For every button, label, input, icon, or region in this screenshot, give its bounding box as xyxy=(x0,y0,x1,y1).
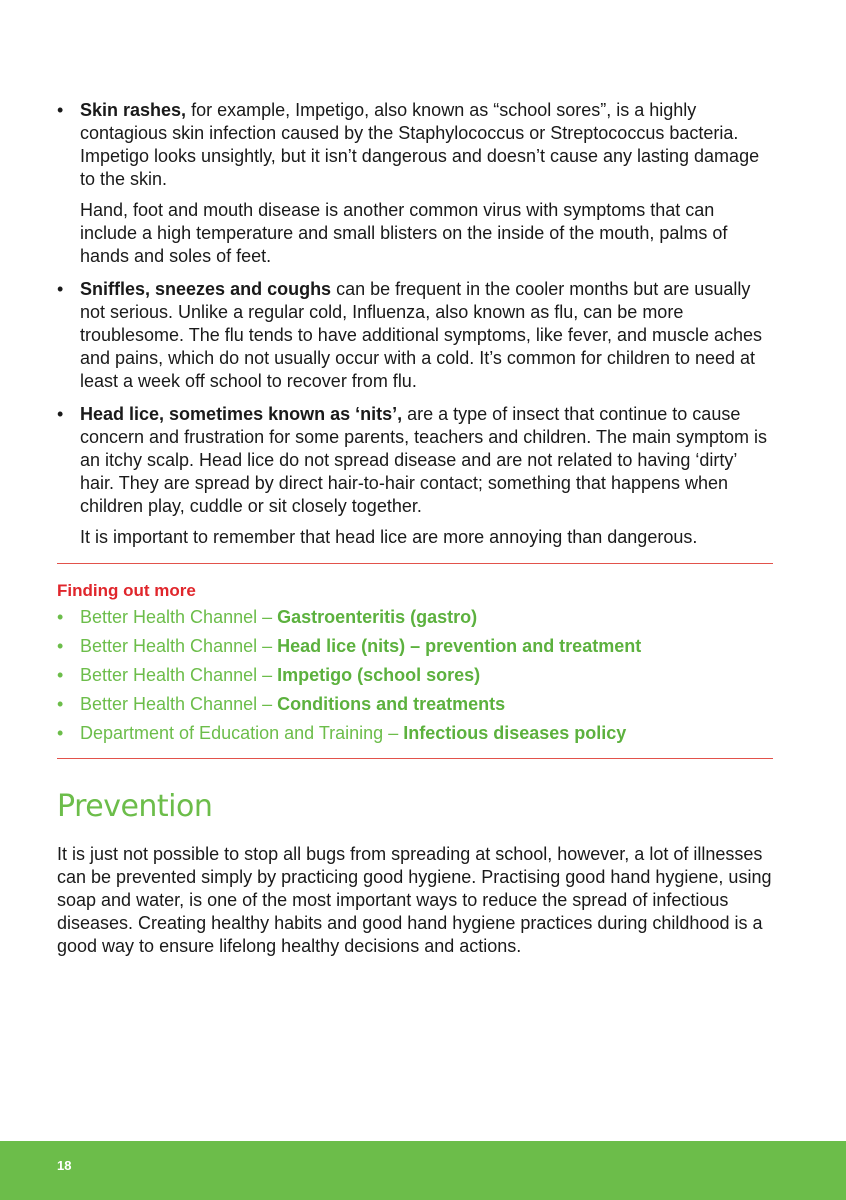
paragraph-text: It is important to remember that head lice are more annoying than dangerous. xyxy=(80,527,698,547)
link-title[interactable]: Gastroenteritis (gastro) xyxy=(277,607,478,627)
bold-lead: Skin rashes, xyxy=(80,100,187,120)
link-title[interactable]: Conditions and treatments xyxy=(277,694,506,714)
resource-link-gastro[interactable] xyxy=(57,606,773,629)
finding-out-more-box xyxy=(57,580,773,745)
link-title[interactable]: Infectious diseases policy xyxy=(403,723,627,743)
resource-links xyxy=(57,606,773,745)
bullet-icon: • xyxy=(57,665,64,685)
page-footer xyxy=(0,1141,846,1200)
paragraph xyxy=(80,99,773,191)
paragraph-text: for example, Impetigo, also known as “school sores”, is a highly contagious skin infection caused by the Staphylococcus or Streptococcus bacteria. Impetigo looks unsightly, but it isn’t dangerous and doesn’t cause any lasting damage to the skin. xyxy=(80,100,760,189)
illness-list xyxy=(57,99,773,549)
bullet-icon: • xyxy=(57,404,64,424)
link-source: Better Health Channel – xyxy=(80,607,278,627)
paragraph-text: can be frequent in the cooler months but are usually not serious. Unlike a regular cold, Influenza, also known as flu, can be more troublesome. The flu tends to have additional symptoms, like fever, and muscle aches and pains, which do not usually occur with a cold. It’s common for children to need at least a week off school to recover from flu. xyxy=(80,279,763,391)
link-source: Department of Education and Training – xyxy=(80,723,404,743)
link-title[interactable]: Impetigo (school sores) xyxy=(277,665,481,685)
section-heading-prevention: Prevention xyxy=(57,789,213,824)
link-source: Better Health Channel – xyxy=(80,694,278,714)
resource-link-impetigo[interactable] xyxy=(57,664,773,687)
paragraph xyxy=(80,278,773,393)
divider-bottom xyxy=(57,758,773,759)
paragraph xyxy=(80,403,773,518)
finding-out-more-title: Finding out more xyxy=(57,581,196,600)
page-content xyxy=(57,99,773,958)
divider-top xyxy=(57,563,773,564)
bullet-icon: • xyxy=(57,279,64,299)
link-source: Better Health Channel – xyxy=(80,665,278,685)
paragraph-text: Hand, foot and mouth disease is another common virus with symptoms that can include a high temperature and small blisters on the inside of the mouth, palms of hands and soles of feet. xyxy=(80,200,728,266)
resource-link-policy[interactable] xyxy=(57,722,773,745)
paragraph-text: are a type of insect that continue to cause concern and frustration for some parents, teachers and children. The main symptom is an itchy scalp. Head lice do not spread disease and are not related to having ‘dirty’ hair. They are spread by direct hair-to-hair contact; something that happens when children play, cuddle or sit closely together. xyxy=(80,404,767,516)
bullet-icon: • xyxy=(57,694,64,714)
paragraph xyxy=(80,199,773,268)
link-source: Better Health Channel – xyxy=(80,636,278,656)
page-number: 18 xyxy=(57,1158,72,1173)
bullet-icon: • xyxy=(57,636,64,656)
bold-lead: Head lice, sometimes known as ‘nits’, xyxy=(80,404,403,424)
list-item-head-lice xyxy=(57,403,773,549)
prevention-paragraph: It is just not possible to stop all bugs from spreading at school, however, a lot of illnesses can be prevented simply by practicing good hygiene. Practising good hand hygiene, using soap and water, is one of the most important ways to reduce the spread of infectious diseases. Creating healthy habits and good hand hygiene practices during childhood is a good way to ensure lifelong healthy decisions and actions. xyxy=(57,844,772,956)
bold-lead: Sniffles, sneezes and coughs xyxy=(80,279,332,299)
paragraph xyxy=(80,526,773,549)
resource-link-head-lice[interactable] xyxy=(57,635,773,658)
list-item-sniffles xyxy=(57,278,773,393)
list-item-skin-rashes xyxy=(57,99,773,268)
bullet-icon: • xyxy=(57,723,64,743)
bullet-icon: • xyxy=(57,100,64,120)
bullet-icon: • xyxy=(57,607,64,627)
link-title[interactable]: Head lice (nits) – prevention and treatment xyxy=(277,636,642,656)
resource-link-conditions[interactable] xyxy=(57,693,773,716)
